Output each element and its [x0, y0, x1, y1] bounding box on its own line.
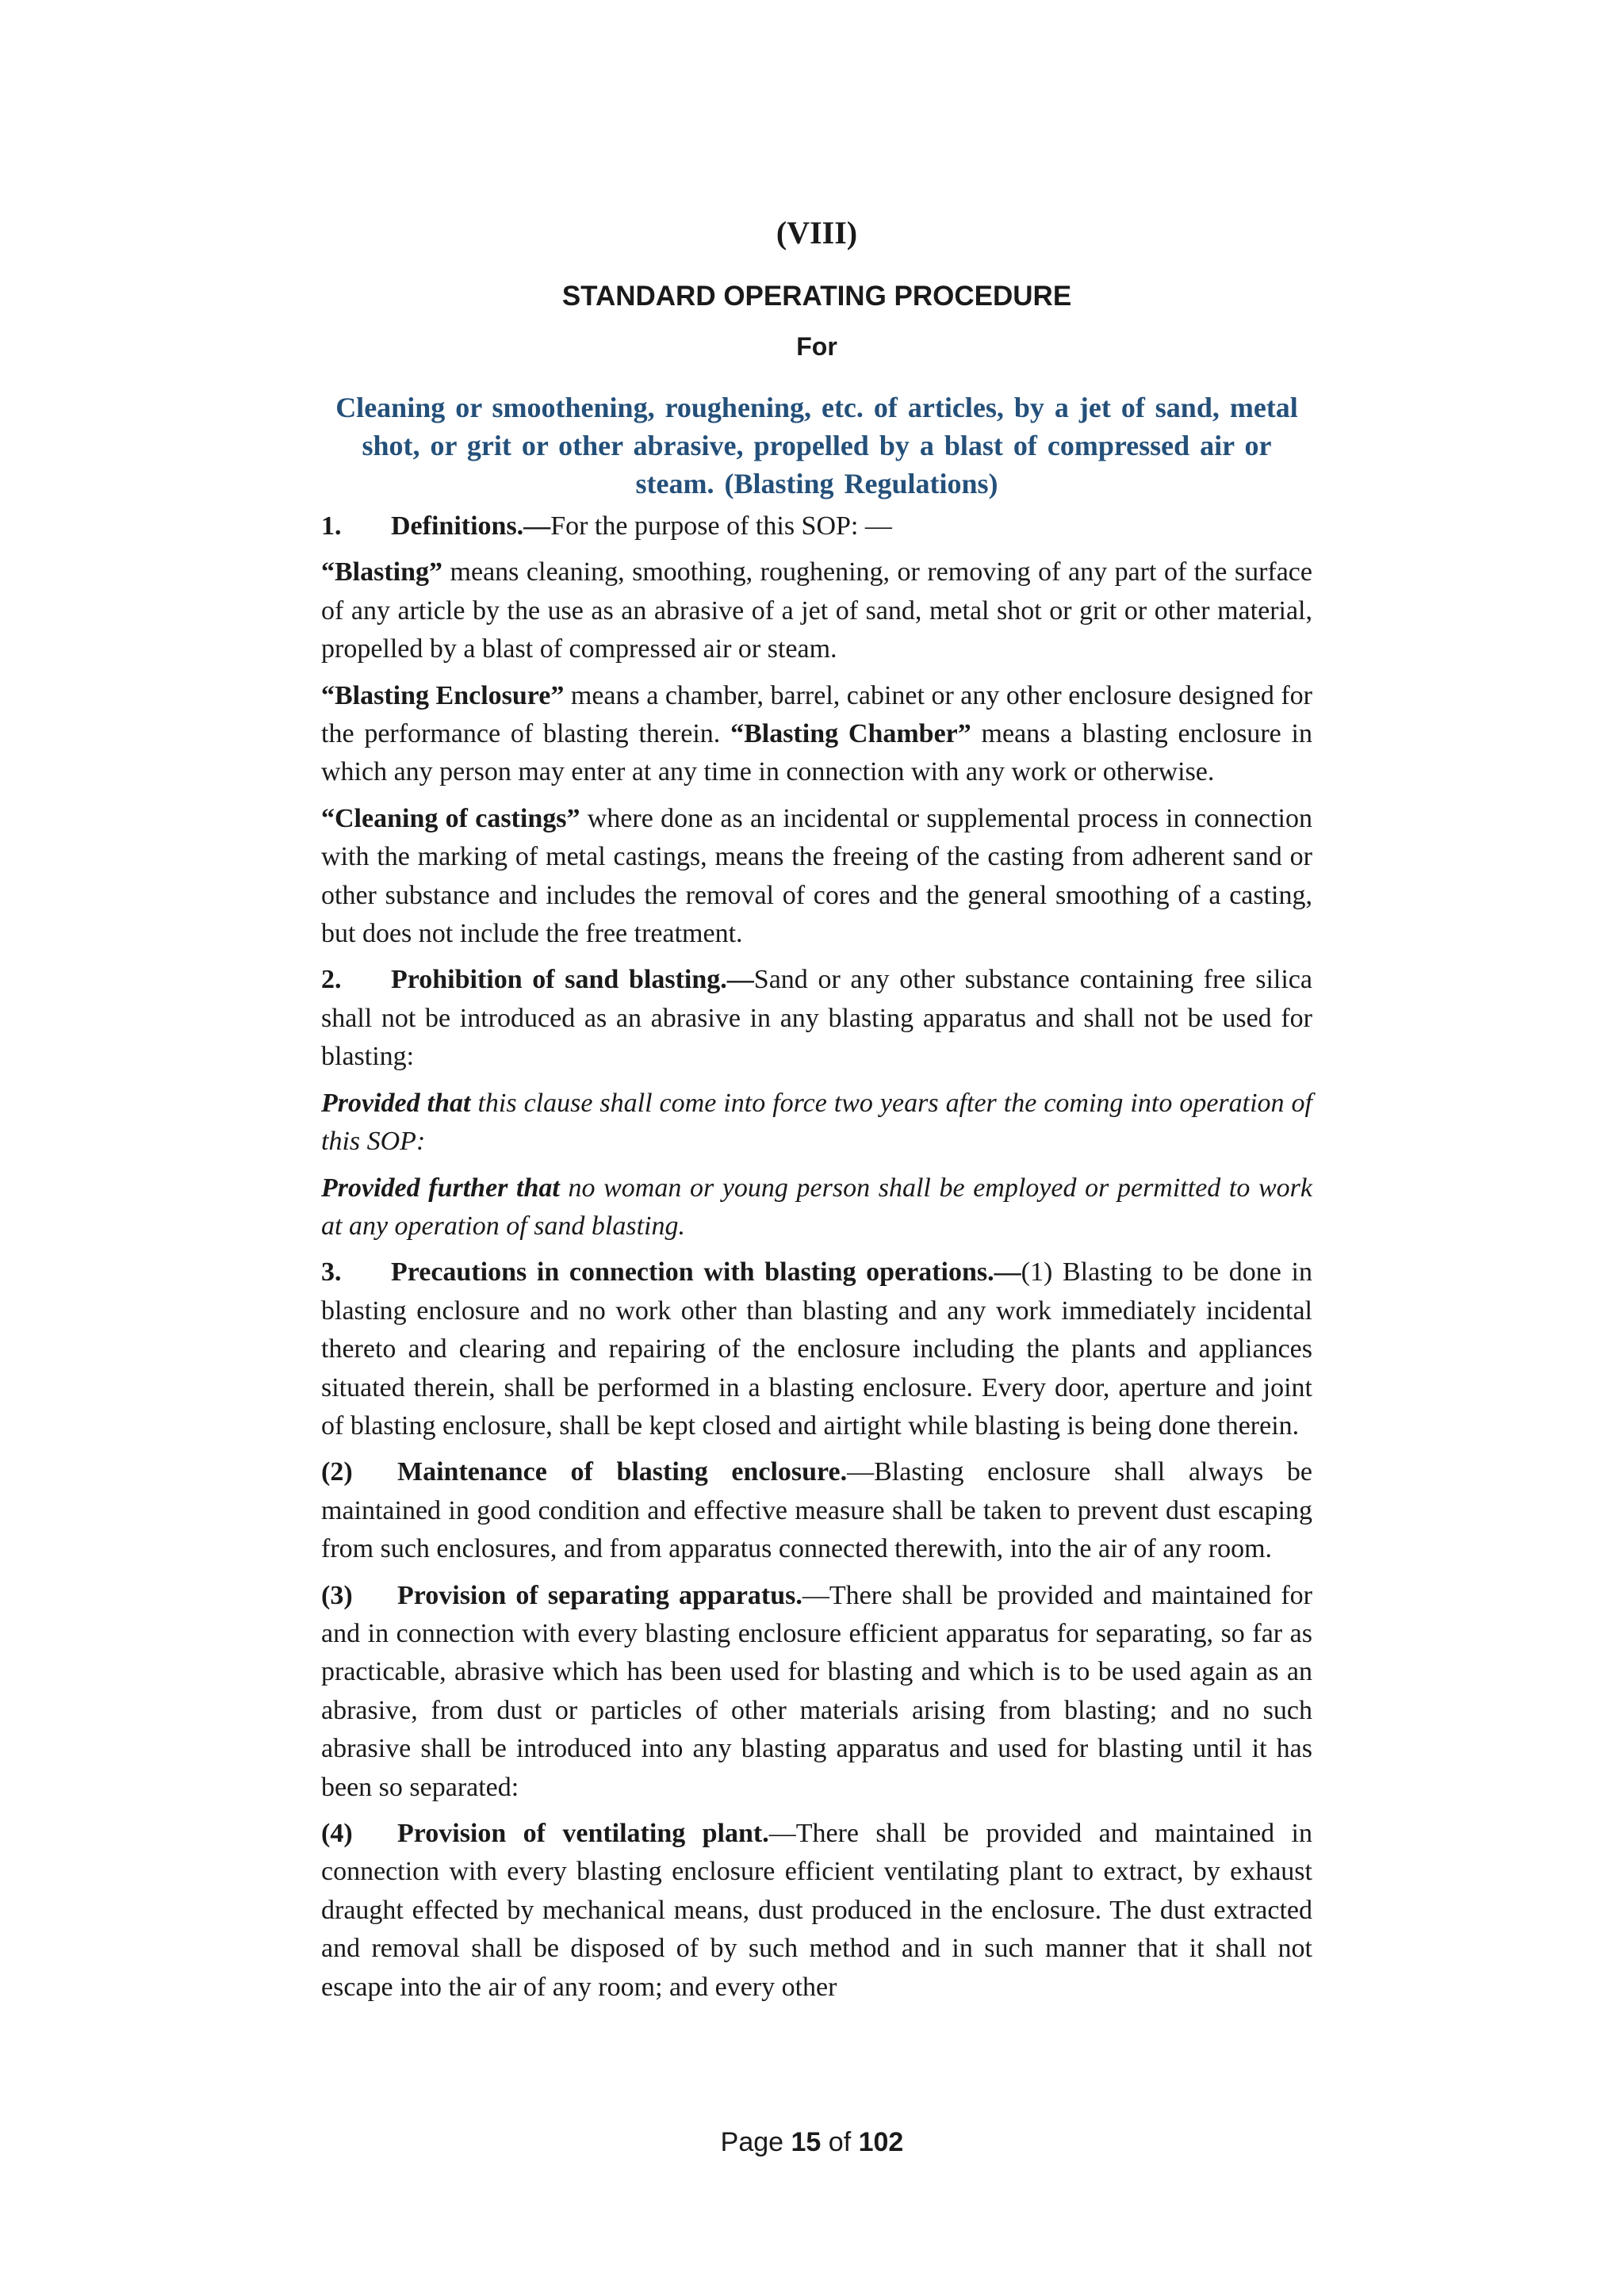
chapter-number: (VIII)	[776, 215, 858, 251]
definition-blasting-enclosure	[321, 677, 1312, 792]
definition-text: means a chamber, barrel, cabinet or any other enclosure designed for the performance of blasting therein.	[321, 680, 1312, 749]
subsection-number: (4)	[321, 1819, 353, 1848]
definition-text: where done as an incidental or supplemental process in connection with the marking of metal castings, means the freeing of the casting from adherent sand or other substance and includes the removal of cores and the general smoothing of a casting, but does not include the free treatment.	[321, 803, 1312, 949]
subsection-heading: Provision of separating apparatus.	[397, 1580, 802, 1610]
subsection-3-2	[321, 1453, 1312, 1568]
section-number: 3.	[321, 1257, 342, 1288]
proviso-lead: Provided that	[321, 1088, 471, 1118]
section-text: Sand or any other substance containing free silica shall not be introduced as an abrasive in any blasting apparatus and shall not be used for blasting:	[321, 965, 1312, 1072]
section-heading: Prohibition of sand blasting.—	[391, 965, 754, 995]
definition-blasting	[321, 553, 1312, 668]
section-1	[321, 507, 1312, 545]
document-for-label: For	[796, 332, 837, 361]
section-number: 2.	[321, 965, 342, 995]
subsection-3-4	[321, 1815, 1312, 2007]
section-text: For the purpose of this SOP: —	[550, 511, 892, 541]
document-body	[321, 507, 1312, 2015]
subsection-heading: Maintenance of blasting enclosure.	[397, 1457, 848, 1487]
subsection-text: —Blasting enclosure shall always be maintained in good condition and effective measure shall be taken to prevent dust escaping from such enclosures, and from apparatus connected therewith, into the air of any room.	[321, 1457, 1312, 1564]
section-3	[321, 1253, 1312, 1445]
subsection-number: (3)	[321, 1580, 353, 1610]
page-total: 102	[858, 2127, 904, 2157]
section-number: 1.	[321, 511, 342, 541]
section-heading: Precautions in connection with blasting operations.—	[391, 1257, 1021, 1288]
defined-term: “Blasting”	[321, 557, 443, 587]
defined-term: “Blasting Chamber”	[730, 719, 971, 749]
subsection-text: —There shall be provided and maintained in connection with every blasting enclosure efficient ventilating plant to extract, by exhaust draught effected by mechanical means, dust produced in the enclosure. The dust extracted and removal shall be disposed of by such method and in such manner that it shall not escape into the air of any room; and every other	[321, 1819, 1312, 2002]
section-text: (1) Blasting to be done in blasting enclosure and no work other than blasting and any work immediately incidental thereto and clearing and repairing of the enclosure including the plants and appliances situated therein, shall be performed in a blasting enclosure. Every door, aperture and joint of blasting enclosure, shall be kept closed and airtight while blasting is being done therein.	[321, 1257, 1312, 1441]
defined-term: “Blasting Enclosure”	[321, 680, 565, 710]
page-number: 15	[791, 2127, 822, 2157]
defined-term: “Cleaning of castings”	[321, 803, 580, 833]
proviso-text: this clause shall come into force two years after the coming into operation of this SOP:	[321, 1088, 1312, 1157]
subsection-3-3	[321, 1577, 1312, 1807]
proviso-text: no woman or young person shall be employed or permitted to work at any operation of sand blasting.	[321, 1173, 1313, 1241]
definition-text: means cleaning, smoothing, roughening, or removing of any part of the surface of any article by the use as an abrasive of a jet of sand, metal shot or grit or other material, propelled by a blast of compressed air or steam.	[321, 557, 1312, 664]
of-word: of	[821, 2127, 859, 2157]
proviso-1	[321, 1085, 1312, 1161]
subsection-number: (2)	[321, 1457, 353, 1487]
subsection-heading: Provision of ventilating plant.	[397, 1819, 769, 1848]
subsection-text: —There shall be provided and maintained for and in connection with every blasting enclosure efficient apparatus for separating, so far as practicable, abrasive which has been used for blasting and which is to be used again as an abrasive, from dust or particles of other materials arising from blasting; and no such abrasive shall be introduced into any blasting apparatus and used for blasting until it has been so separated:	[321, 1580, 1312, 1802]
definition-text: means a blasting enclosure in which any person may enter at any time in connection with any work or otherwise.	[321, 719, 1312, 787]
proviso-2	[321, 1169, 1312, 1246]
page-footer	[0, 2127, 1624, 2158]
section-heading: Definitions.—	[391, 511, 551, 541]
section-2	[321, 961, 1312, 1076]
document-title: STANDARD OPERATING PROCEDURE	[561, 281, 1072, 312]
proviso-lead: Provided further that	[321, 1173, 560, 1203]
page-word: Page	[720, 2127, 791, 2157]
definition-cleaning-castings	[321, 800, 1312, 954]
document-subtitle: Cleaning or smoothening, roughening, etc. of articles, by a jet of sand, metal shot, or grit or other abrasive, propelled by a blast of compressed air or steam. (Blasting Regulations)	[335, 392, 1298, 499]
